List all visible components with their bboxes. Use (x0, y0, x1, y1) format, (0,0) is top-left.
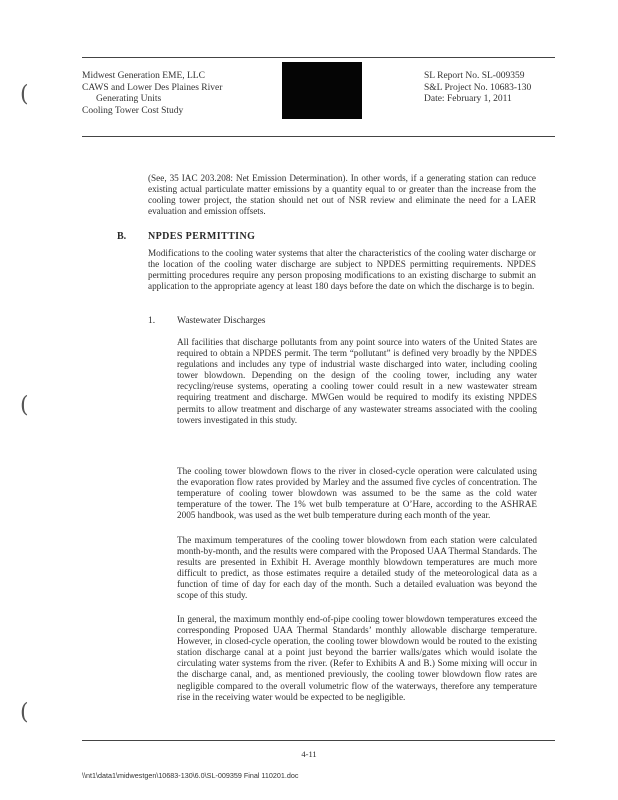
header-report-no: SL Report No. SL-009359 (424, 71, 525, 81)
binder-mark: ( (20, 82, 29, 107)
paragraph-pollutant: All facilities that discharge pollutants from any point source into waters of the United States are required to obtain a NPDES permit. The term “pollutant” is defined very broadly by the NPDES regulations and includes any type of industrial waste discharged into water, including cooling tower blowdown. Depending on the design of the cooling tower, including any water recycling/reuse systems, operating a cooling tower could result in a new wastewater stream requiring treatment and discharge. MWGen would be required to modify its existing NPDES permits to allow treatment and discharge of any wastewater streams associated with the cooling towers investigated in this study. (177, 337, 537, 425)
footer-rule (82, 740, 555, 741)
header-top-rule (82, 57, 555, 58)
header-date: Date: February 1, 2011 (424, 94, 512, 105)
redacted-logo-block (282, 62, 362, 119)
paragraph-blowdown-flows: The cooling tower blowdown flows to the river in closed-cycle operation were calculated using the evaporation flow rates provided by Marley and the assumed five cycles of concentration. The temperature of cooling tower blowdown was assumed to be the same as the cold water temperature of the tower. The 1% wet bulb temperature at O’Hare, according to the ASHRAE 2005 handbook, was used as the wet bulb temperature during each month of the year. (177, 466, 537, 521)
binder-mark: ( (20, 393, 29, 418)
page-number: 4-11 (301, 749, 317, 759)
header-river: CAWS and Lower Des Plaines River (82, 82, 223, 93)
subsection-number: 1. (148, 316, 156, 326)
header-units: Generating Units (96, 94, 162, 105)
npdes-paragraph: Modifications to the cooling water systems that alter the characteristics of the cooling water discharge or the location of the cooling water discharge are subject to NPDES permitting requirements. NPDES permitting procedures require any person proposing modifications to an existing discharge to submit an application to the appropriate agency at least 180 days before the date on which the discharge is to begin. (148, 248, 536, 292)
section-letter: B. (117, 231, 127, 242)
header-company: Midwest Generation EME, LLC (82, 71, 205, 81)
paragraph-general: In general, the maximum monthly end-of-pipe cooling tower blowdown temperatures exceed the corresponding Proposed UAA Thermal Standards’ monthly allowable discharge temperature. However, in closed-cycle operation, the cooling tower blowdown would be routed to the existing station discharge canal at a point just beyond the barrier walls/gates which would isolate the circulating water systems from the river. (Refer to Exhibits A and B.) Some mixing will occur in the discharge canal, and, as mentioned previously, the cooling tower blowdown flow rates are negligible compared to the overall volumetric flow of the waterways, therefore any temperature rise in the receiving water would be expected to be negligible. (177, 614, 537, 702)
footer-file-path: \\nt1\data1\midwestgen\10683-130\6.0\SL-009359 Final 110201.doc (82, 771, 299, 780)
header-project-no: S&L Project No. 10683-130 (424, 82, 532, 93)
header-right-block (424, 71, 531, 106)
subsection-title: Wastewater Discharges (177, 316, 266, 326)
intro-paragraph: (See, 35 IAC 203.208: Net Emission Determination). In other words, if a generating station can reduce existing actual particulate matter emissions by a quantity equal to or greater than the increase from the cooling tower project, the station should net out of NSR review and eliminate the need for a LAER evaluation and emission offsets. (148, 173, 536, 217)
paragraph-max-temperatures: The maximum temperatures of the cooling tower blowdown from each station were calculated month-by-month, and the results were compared with the Proposed UAA Thermal Standards. The results are presented in Exhibit H. Average monthly blowdown temperatures are much more difficult to predict, as those estimates require a detailed study of the meteorological data as a function of time of day for each day of the month. Such a detailed evaluation was beyond the scope of this study. (177, 535, 537, 601)
section-title: NPDES PERMITTING (148, 231, 256, 242)
header-bottom-rule (82, 136, 555, 137)
header-left-block (82, 71, 222, 117)
header-study: Cooling Tower Cost Study (82, 105, 184, 116)
binder-mark: ( (20, 700, 29, 725)
